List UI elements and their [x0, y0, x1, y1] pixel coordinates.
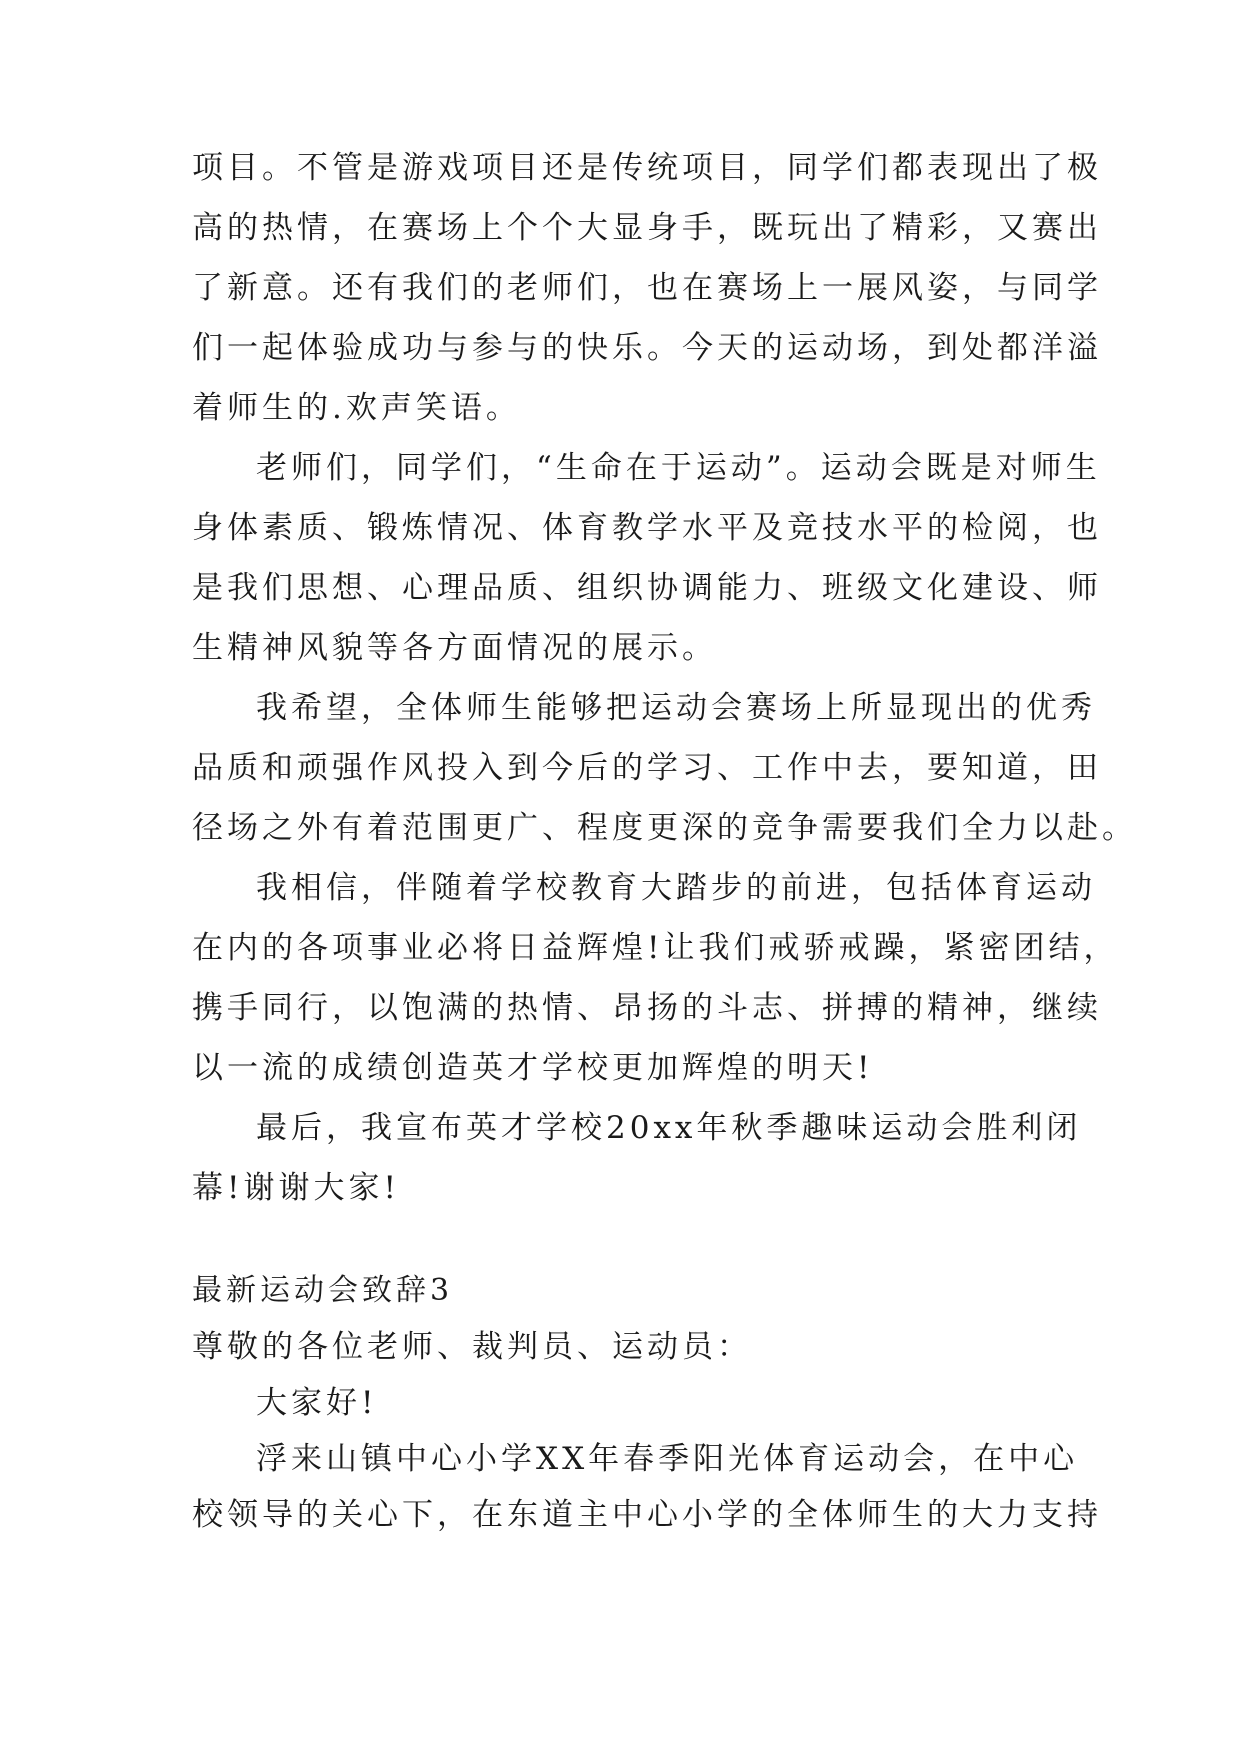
text-line: 高的热情，在赛场上个个大显身手，既玩出了精彩，又赛出 [192, 210, 1102, 246]
text-line: 幕!谢谢大家! [192, 1170, 400, 1206]
text-line: 生精神风貌等各方面情况的展示。 [192, 630, 717, 666]
text-line: 以一流的成绩创造英才学校更加辉煌的明天! [192, 1050, 874, 1086]
greeting-line: 大家好! [256, 1385, 378, 1421]
text-line: 校领导的关心下，在东道主中心小学的全体师生的大力支持 [192, 1497, 1102, 1533]
paragraph-start-line: 浮来山镇中心小学XX年春季阳光体育运动会，在中心 [256, 1441, 1079, 1477]
speech-body [192, 138, 1137, 1218]
text-line: 们一起体验成功与参与的快乐。今天的运动场，到处都洋溢 [192, 330, 1102, 366]
text-line: 了新意。还有我们的老师们，也在赛场上一展风姿，与同学 [192, 270, 1102, 306]
text-line: 径场之外有着范围更广、程度更深的竞争需要我们全力以赴。 [192, 810, 1137, 846]
salutation-line: 尊敬的各位老师、裁判员、运动员： [192, 1329, 752, 1365]
speech-3-section [192, 1263, 1102, 1543]
paragraph-start-line: 我相信，伴随着学校教育大踏步的前进，包括体育运动 [256, 870, 1096, 906]
paragraph-start-line: 我希望，全体师生能够把运动会赛场上所显现出的优秀 [256, 690, 1096, 726]
paragraph-start-line: 老师们，同学们，“生命在于运动”。运动会既是对师生 [256, 450, 1101, 486]
text-line: 项目。不管是游戏项目还是传统项目，同学们都表现出了极 [192, 150, 1102, 186]
paragraph-start-line: 最后，我宣布英才学校20xx年秋季趣味运动会胜利闭 [256, 1110, 1082, 1146]
text-line: 是我们思想、心理品质、组织协调能力、班级文化建设、师 [192, 570, 1102, 606]
text-line: 携手同行，以饱满的热情、昂扬的斗志、拼搏的精神，继续 [192, 990, 1102, 1026]
text-line: 在内的各项事业必将日益辉煌!让我们戒骄戒躁，紧密团结， [192, 930, 1119, 966]
text-line: 品质和顽强作风投入到今后的学习、工作中去，要知道，田 [192, 750, 1102, 786]
text-line: 身体素质、锻炼情况、体育教学水平及竞技水平的检阅，也 [192, 510, 1102, 546]
section-title: 最新运动会致辞3 [192, 1273, 454, 1308]
text-line: 着师生的.欢声笑语。 [192, 390, 521, 426]
